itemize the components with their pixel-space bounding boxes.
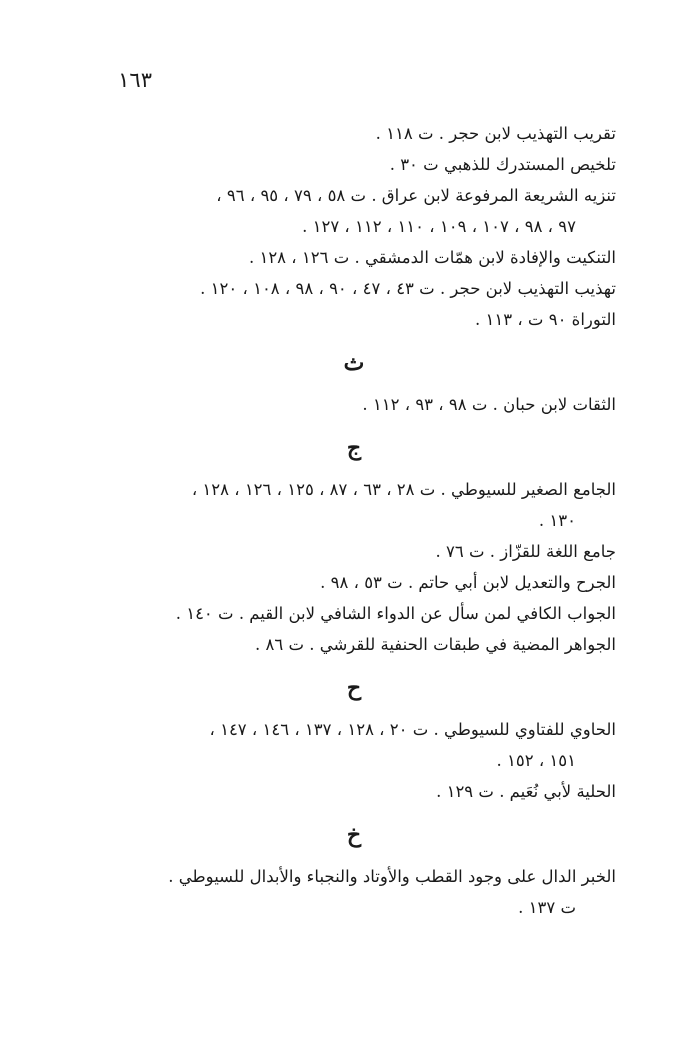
section-letter-heading: ج [346,435,362,461]
index-entry: الجامع الصغير للسيوطي . ت ٢٨ ، ٦٣ ، ٨٧ ، ١٢٥ ، ١٢٦ ، ١٢٨ ، [191,480,616,499]
index-entry-continuation: ٩٧ ، ٩٨ ، ١٠٧ ، ١٠٩ ، ١١٠ ، ١١٢ ، ١٢٧ . [302,217,576,236]
index-entry: التوراة ٩٠ ت ، ١١٣ . [475,310,616,329]
index-entry: التنكيت والإفادة لابن همّات الدمشقي . ت ١٢٦ ، ١٢٨ . [248,248,616,267]
index-entry-continuation: ت ١٣٧ . [518,898,576,917]
index-entry: الجواب الكافي لمن سأل عن الدواء الشافي لابن القيم . ت ١٤٠ . [175,604,616,623]
index-entry-continuation: ١٣٠ . [538,511,576,530]
section-letter-heading: خ [346,822,362,848]
index-entry: الجواهر المضية في طبقات الحنفية للقرشي . ت ٨٦ . [254,635,616,654]
index-entry: الحاوي للفتاوي للسيوطي . ت ٢٠ ، ١٢٨ ، ١٣٧ ، ١٤٦ ، ١٤٧ ، [209,720,616,739]
index-entry: الثقات لابن حبان . ت ٩٨ ، ٩٣ ، ١١٢ . [362,395,616,414]
index-entry: الخبر الدال على وجود القطب والأوتاد والنجباء والأبدال للسيوطي . [168,867,616,886]
index-entry: تلخيص المستدرك للذهبي ت ٣٠ . [389,155,616,174]
index-entry: تهذيب التهذيب لابن حجر . ت ٤٣ ، ٤٧ ، ٩٠ ، ٩٨ ، ١٠٨ ، ١٢٠ . [200,279,616,298]
index-entry: الحلية لأبي نُعَيم . ت ١٢٩ . [436,782,616,801]
index-entry: الجرح والتعديل لابن أبي حاتم . ت ٥٣ ، ٩٨ . [320,573,616,592]
index-entry: تنزيه الشريعة المرفوعة لابن عراق . ت ٥٨ ، ٧٩ ، ٩٥ ، ٩٦ ، [216,186,616,205]
index-section [80,666,616,807]
page-number: ١٦٣ [118,68,152,92]
index-section [80,118,616,335]
index-section [80,426,616,660]
index-section [80,341,616,420]
index-content [80,118,616,923]
section-letter-heading: ث [343,350,365,376]
index-entry: تقريب التهذيب لابن حجر . ت ١١٨ . [375,124,616,143]
index-entry-continuation: ١٥١ ، ١٥٢ . [496,751,576,770]
index-section [80,813,616,923]
section-letter-heading: ح [346,675,362,701]
index-entry: جامع اللغة للقزّاز . ت ٧٦ . [435,542,616,561]
